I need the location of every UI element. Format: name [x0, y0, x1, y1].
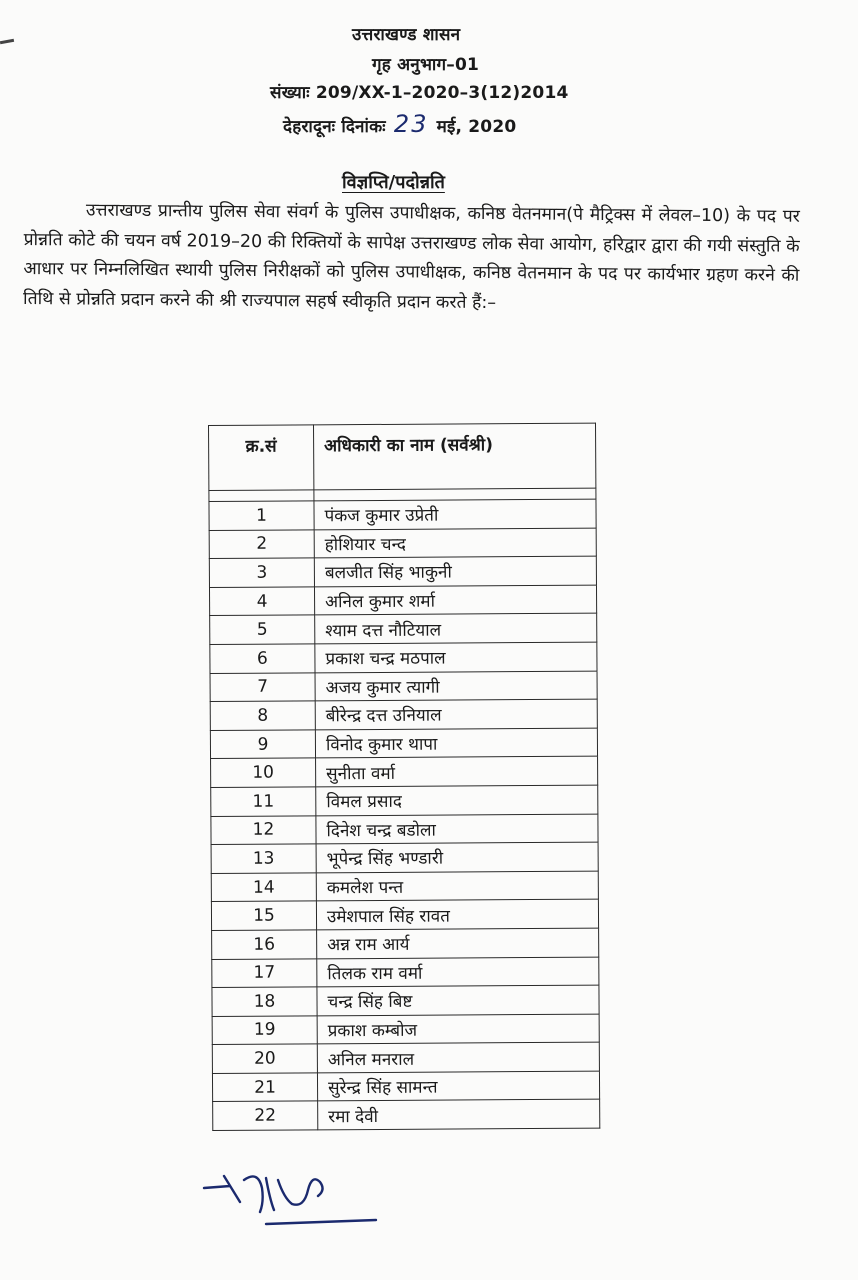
- department-line: गृह अनुभाग–01: [372, 55, 480, 75]
- officer-name-cell: होशियार चन्द: [314, 528, 596, 558]
- table-row: [211, 814, 598, 845]
- table-row: [212, 1014, 599, 1045]
- officer-name-cell: अनिल कुमार शर्मा: [314, 585, 596, 615]
- officer-name-cell: प्रकाश चन्द्र मठपाल: [315, 642, 597, 672]
- table-row: [212, 985, 599, 1016]
- table-row: [210, 728, 597, 759]
- serial-number-cell: 19: [212, 1016, 317, 1045]
- serial-number-cell: 9: [210, 730, 315, 759]
- officer-name-cell: रमा देवी: [318, 1100, 600, 1130]
- place-date-prefix: देहरादूनः दिनांकः: [283, 117, 386, 137]
- serial-number-cell: 6: [210, 644, 315, 673]
- officer-name-cell: तिलक राम वर्मा: [317, 957, 599, 987]
- table-row: [211, 785, 598, 816]
- officer-name-cell: सुनीता वर्मा: [316, 756, 598, 786]
- serial-number-cell: 22: [213, 1101, 318, 1130]
- government-title: उत्तराखण्ड शासन: [352, 25, 461, 45]
- officer-name-cell: बलजीत सिंह भाकुनी: [314, 556, 596, 586]
- reference-number: संख्याः 209/XX-1–2020–3(12)2014: [270, 83, 569, 103]
- officer-name-cell: बीरेन्द्र दत्त उनियाल: [315, 699, 597, 729]
- serial-number-cell: 5: [210, 615, 315, 644]
- serial-number-cell: 17: [212, 958, 317, 987]
- table-row: [211, 899, 598, 930]
- handwritten-signature: [200, 1140, 400, 1240]
- serial-number-cell: 4: [209, 587, 314, 616]
- serial-number-cell: 20: [212, 1044, 317, 1073]
- officer-name-cell: विमल प्रसाद: [316, 785, 598, 815]
- officer-name-cell: कमलेश पन्त: [316, 871, 598, 901]
- officer-name-cell: प्रकाश कम्बोज: [317, 1014, 599, 1044]
- officer-name-cell: अन्न राम आर्य: [317, 928, 599, 958]
- table-header-row: [209, 423, 596, 490]
- notification-body: उत्तराखण्ड प्रान्तीय पुलिस सेवा संवर्ग के पुलिस उपाधीक्षक, कनिष्ठ वेतनमान(पे मैट्रिक्स में लेवल–10) के पद पर प्रोन्नति कोटे की चयन वर्ष 2019–20 की रिक्तियों के सापेक्ष उत्तराखण्ड लोक सेवा आयोग, हरिद्वार द्वारा की गयी संस्तुति के आधार पर निम्नलिखित स्थायी पुलिस निरीक्षकों को पुलिस उपाधीक्षक, कनिष्ठ वेतनमान के पद पर कार्यभार ग्रहण करने की तिथि से प्रोन्नति प्रदान करने की श्री राज्यपाल सहर्ष स्वीकृति प्रदान करते हैं:–: [23, 200, 800, 313]
- name-column-header: अधिकारी का नाम (सर्वश्री): [314, 423, 596, 490]
- officer-name-cell: भूपेन्द्र सिंह भण्डारी: [316, 842, 598, 872]
- table-row: [209, 499, 596, 530]
- officer-list-body: [209, 488, 600, 1130]
- serial-number-cell: 7: [210, 672, 315, 701]
- notification-subject: विज्ञप्ति/पदोन्नति: [342, 172, 445, 193]
- table-row: [209, 556, 596, 587]
- officer-name-cell: अजय कुमार त्यागी: [315, 671, 597, 701]
- table-row: [209, 585, 596, 616]
- date-suffix: मई, 2020: [436, 117, 517, 137]
- serial-number-cell: 1: [209, 501, 314, 530]
- officer-list-table: [208, 423, 600, 1131]
- serial-number-cell: 18: [212, 987, 317, 1016]
- officer-name-cell: सुरेन्द्र सिंह सामन्त: [317, 1071, 599, 1101]
- table-row: [210, 642, 597, 673]
- serial-number-cell: 12: [211, 815, 316, 844]
- table-row: [212, 957, 599, 988]
- serial-number-cell: 21: [212, 1073, 317, 1102]
- officer-name-cell: चन्द्र सिंह बिष्ट: [317, 985, 599, 1015]
- serial-number-cell: 2: [209, 529, 314, 558]
- serial-column-header: क्र.सं: [209, 425, 314, 491]
- table-row: [210, 671, 597, 702]
- table-row: [213, 1100, 600, 1131]
- table-row: [211, 842, 598, 873]
- place-date-line: [283, 110, 516, 138]
- table-row: [211, 756, 598, 787]
- officer-name-cell: उमेशपाल सिंह रावत: [316, 899, 598, 929]
- serial-number-cell: 11: [211, 787, 316, 816]
- table-row: [212, 1042, 599, 1073]
- serial-number-cell: 3: [209, 558, 314, 587]
- serial-number-cell: 10: [211, 758, 316, 787]
- table-row: [212, 1071, 599, 1102]
- serial-number-cell: 16: [212, 930, 317, 959]
- table-row: [212, 928, 599, 959]
- table-row: [210, 699, 597, 730]
- officer-name-cell: दिनेश चन्द्र बडोला: [316, 814, 598, 844]
- page-edge-mark: [0, 39, 14, 44]
- officer-name-cell: अनिल मनराल: [317, 1042, 599, 1072]
- serial-number-cell: 14: [211, 873, 316, 902]
- officer-name-cell: विनोद कुमार थापा: [315, 728, 597, 758]
- serial-number-cell: 8: [210, 701, 315, 730]
- handwritten-date-day: 23: [393, 110, 429, 138]
- table-row: [209, 528, 596, 559]
- table-row: [210, 614, 597, 645]
- officer-name-cell: श्याम दत्त नौटियाल: [315, 614, 597, 644]
- serial-number-cell: 13: [211, 844, 316, 873]
- table-row: [211, 871, 598, 902]
- officer-name-cell: पंकज कुमार उप्रेती: [314, 499, 596, 529]
- serial-number-cell: 15: [211, 901, 316, 930]
